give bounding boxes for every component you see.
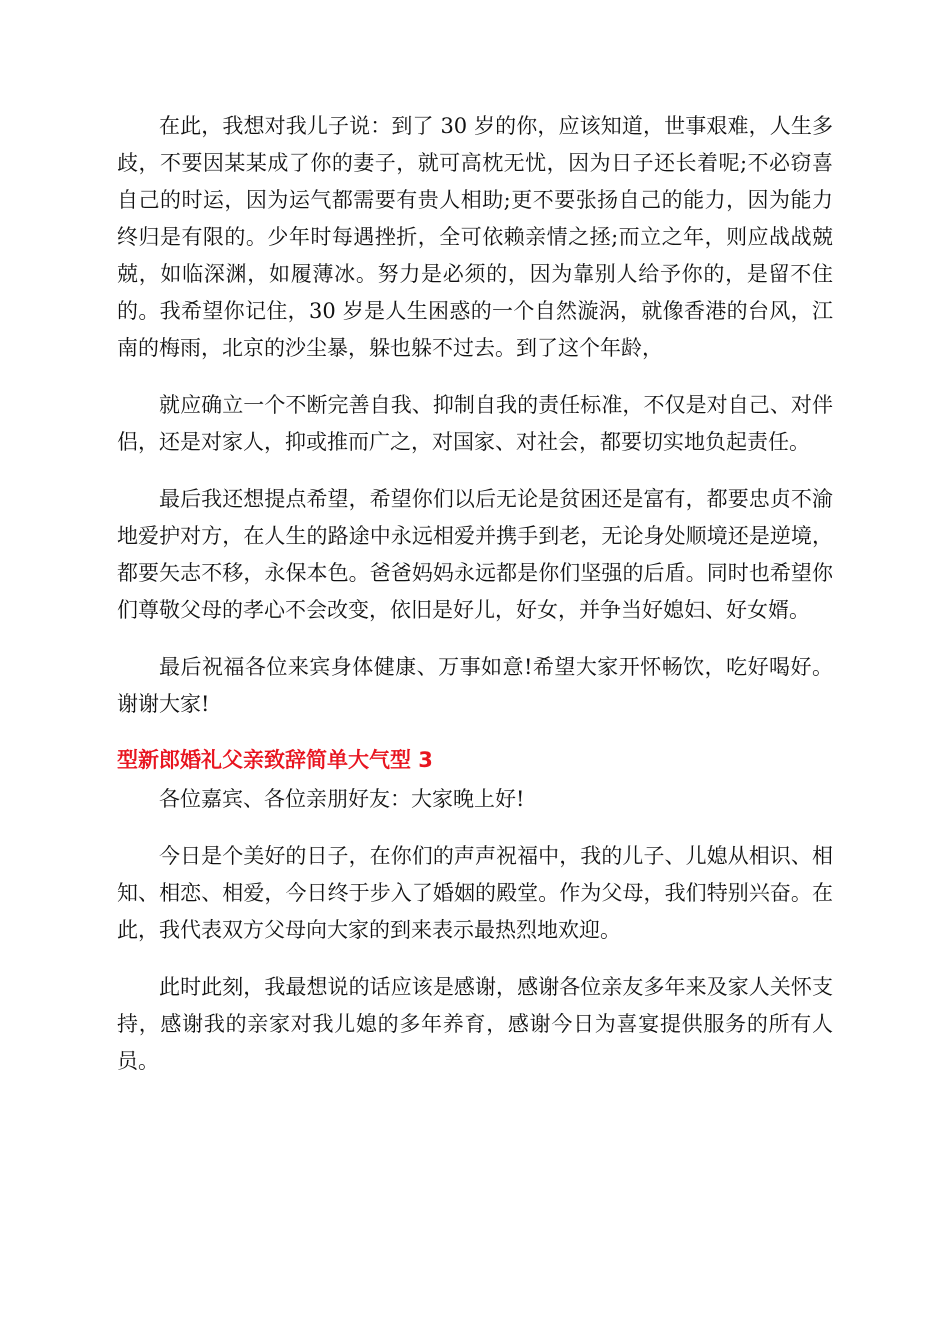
- paragraph-greeting: 各位嘉宾、各位亲朋好友：大家晚上好!: [159, 787, 525, 811]
- paragraph-advice-to-son: 在此，我想对我儿子说：到了 30 岁的你，应该知道，世事艰难，人生多歧，不要因某某成了你的妻子，就可高枕无忧，因为日子还长着呢;不必窃喜自己的时运，因为运气都需要有贵人相助;更不要张扬自己的能力，因为能力终归是有限的。少年时每遇挫折，全可依赖亲情之拯;而立之年，则应战战兢兢，如临深渊，如履薄冰。努力是必须的，因为靠别人给予你的，是留不住的。我希望你记住，30 岁是人生困惑的一个自然漩涡，就像香港的台风，江南的梅雨，北京的沙尘暴，躲也躲不过去。到了这个年龄，: [117, 114, 833, 360]
- paragraph-responsibility: 就应确立一个不断完善自我、抑制自我的责任标准，不仅是对自己、对伴侣，还是对家人，抑或推而广之，对国家、对社会，都要切实地负起责任。: [117, 393, 833, 454]
- paragraph-welcome: 今日是个美好的日子，在你们的声声祝福中，我的儿子、儿媳从相识、相知、相恋、相爱，今日终于步入了婚姻的殿堂。作为父母，我们特别兴奋。在此，我代表双方父母向大家的到来表示最热烈地欢迎。: [117, 844, 833, 942]
- paragraph-thanks: 此时此刻，我最想说的话应该是感谢，感谢各位亲友多年来及家人关怀支持，感谢我的亲家对我儿媳的多年养育，感谢今日为喜宴提供服务的所有人员。: [117, 975, 833, 1073]
- document-page: [117, 108, 833, 1100]
- paragraph-blessing: 最后祝福各位来宾身体健康、万事如意!希望大家开怀畅饮，吃好喝好。谢谢大家!: [117, 655, 833, 716]
- section-heading: 型新郎婚礼父亲致辞简单大气型 3: [117, 748, 433, 772]
- paragraph-hopes: 最后我还想提点希望，希望你们以后无论是贫困还是富有，都要忠贞不渝地爱护对方，在人生的路途中永远相爱并携手到老，无论身处顺境还是逆境，都要矢志不移，永保本色。爸爸妈妈永远都是你们坚强的后盾。同时也希望你们尊敬父母的孝心不会改变，依旧是好儿，好女，并争当好媳妇、好女婿。: [117, 487, 833, 622]
